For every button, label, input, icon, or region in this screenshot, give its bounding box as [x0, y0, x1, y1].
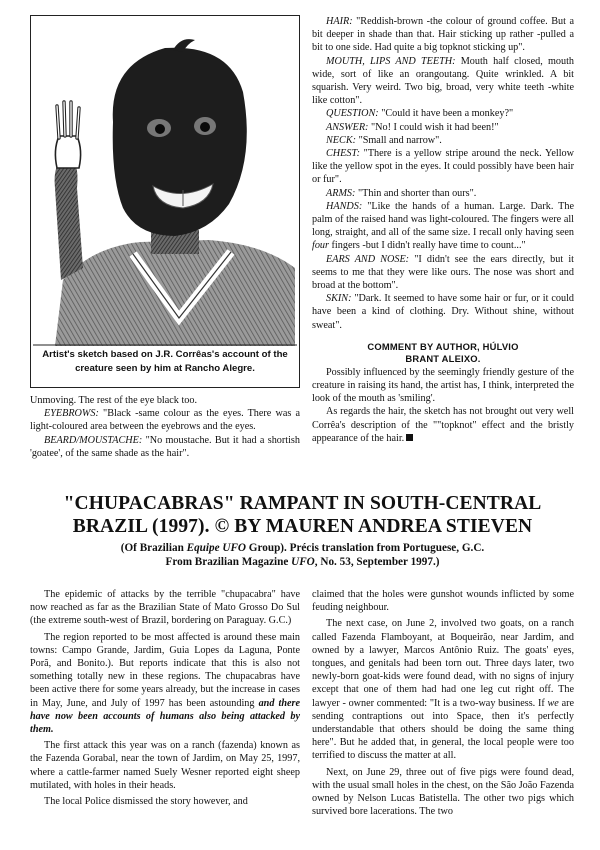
- article-left-column: [30, 588, 300, 808]
- neck-label: NECK:: [326, 134, 357, 146]
- mouth-paragraph: [312, 55, 574, 108]
- subtitle-text: From Brazilian Magazine: [165, 556, 292, 568]
- article-paragraph-2: [30, 631, 300, 737]
- article-title-line-1: "CHUPACABRAS" RAMPANT IN SOUTH-CENTRAL: [63, 493, 542, 514]
- eyebrows-paragraph: [30, 407, 300, 433]
- article-paragraph-1: The epidemic of attacks by the terrible "chupacabra" have now reached as far as the Brazilian State of Mato Grosso Do Sul (the extreme south-west of Brazil, bordering on Paraguay. G.C.): [30, 589, 300, 627]
- chest-paragraph: [312, 147, 574, 187]
- article-paragraph-7: Next, on June 29, three out of five pigs were found dead, with the usual small holes in the chest, on the São João Fazenda owned by Nelson Lucas Batistella. The other two pigs which survived bore lacerations. The two: [312, 766, 574, 818]
- article-subtitle-line-1: [30, 541, 575, 555]
- answer-text: "No! I could wish it had been!": [368, 121, 499, 133]
- article-title: [30, 492, 575, 538]
- chest-text: "There is a yellow stripe around the neck. Yellow like the yellow spot in the eyes. It could possibly have been hair or fur".: [312, 148, 574, 186]
- hair-text: "Reddish-brown -the colour of ground coffee. But a bit deeper in shade than that. Hair sticking up rather -pulled a bit to one side. Had quite a big topknot sticking up".: [312, 16, 574, 54]
- magazine-name: UFO: [291, 556, 315, 568]
- article-paragraph-4: The local Police dismissed the story however, and: [44, 796, 248, 808]
- question-label: QUESTION:: [326, 108, 379, 120]
- hair-paragraph: [312, 15, 574, 55]
- arms-paragraph: [312, 187, 574, 200]
- description-column: [312, 15, 574, 445]
- article-paragraph-2-text: The region reported to be most affected is around these main towns: Campo Grande, Jardim, Guia Lopes da Laguna, Ponte Porã, and Bonito.). But reports indicate that this is also not something totally new in these regions. The chupacabras have been active there for some years already, but the increase in cases in May, June, and July of 1997 has been astounding: [30, 631, 300, 709]
- beard-paragraph: [30, 434, 300, 460]
- ears-label: EARS AND NOSE:: [326, 253, 410, 265]
- group-name: Equipe UFO: [186, 542, 246, 554]
- subtitle-text: Group). Précis translation from Portuguese, G.C.: [246, 542, 485, 554]
- comment-heading-line-2: BRANT ALEIXO.: [405, 353, 481, 365]
- creature-sketch-image: [33, 18, 297, 346]
- article-paragraph-6-text: The next case, on June 2, involved two goats, on a ranch called Fazenda Flamboyant, at Boqueirão, near Jardim, and owned by a lawyer, Marcos Antônio Ruiz. The goats' eyes, tongues, and genitals had been torn out. Three days later, two newly-born goat-kids were found dead, with no signs of injury except that one of them had had one leg cut right off. The lawyer - owner commented: "It is a two-way business. If: [312, 618, 574, 709]
- subtitle-text: , No. 53, September 1997.): [314, 556, 440, 568]
- arms-text: "Thin and shorter than ours".: [355, 187, 477, 199]
- ears-paragraph: [312, 253, 574, 293]
- ears-text: "I didn't see the ears directly, but it seems to me that they were like ours. The nose was short and broad at the bottom".: [312, 253, 574, 292]
- eyebrows-text: "Black -same colour as the eyes. There was a light-coloured area between the eyebrows and the eyes.: [30, 408, 300, 433]
- neck-paragraph: [312, 134, 574, 147]
- hands-text-1: "Like the hands of a human. Large. Dark. The palm of the raised hand was light-coloured. The fingers were all long, straight, and all of the same size. I recall only having seen: [312, 200, 574, 239]
- sketch-figure: [30, 15, 300, 388]
- comment-heading-line-1: COMMENT BY AUTHOR, HÚLVIO: [367, 340, 519, 352]
- article-paragraph-3: The first attack this year was on a ranch (fazenda) known as the Fazenda Gorabal, near the town of Jardim, on May 25, 1997, where a cattle-farmer named Suely Wesner reported eight sheep mutilated, with holes in their heads.: [30, 740, 300, 791]
- mouth-label: MOUTH, LIPS AND TEETH:: [326, 55, 456, 67]
- article-paragraph-6: [312, 617, 574, 762]
- hands-label: HANDS:: [326, 200, 363, 212]
- article-emphasis: and there have now been accounts of humans also being attacked by them.: [30, 697, 300, 736]
- question-text: "Could it have been a monkey?": [378, 108, 514, 120]
- end-of-article-square-icon: [406, 434, 413, 441]
- left-continuation-text: [30, 394, 300, 460]
- beard-label: BEARD/MOUSTACHE:: [44, 434, 143, 446]
- hands-paragraph: [312, 200, 574, 253]
- mouth-text: Mouth half closed, mouth wide, sort of like an orangoutang. Quite wrinkled. A bit squarish. Very weird. Two big, broad, very white teeth -white like cotton".: [312, 55, 574, 107]
- comment-paragraph-2: [312, 405, 574, 445]
- question-paragraph: [312, 107, 574, 120]
- article-paragraph-5: claimed that the holes were gunshot wounds inflicted by some feuding neighbour.: [312, 589, 574, 614]
- comment-paragraph-2-text: As regards the hair, the sketch has not brought out very well Corrêa's description of the ""topknot" effect and the bristly appearance of the hair.: [312, 406, 574, 444]
- skin-paragraph: [312, 292, 574, 332]
- comment-heading: [312, 341, 574, 366]
- article-emphasis: we: [547, 697, 559, 709]
- chest-label: CHEST:: [326, 148, 360, 160]
- eye-continuation-paragraph: Unmoving. The rest of the eye black too.: [30, 395, 198, 406]
- hands-emphasis: four: [312, 240, 329, 252]
- article-subtitle-line-2: [30, 555, 575, 569]
- answer-paragraph: [312, 121, 574, 134]
- neck-text: "Small and narrow".: [356, 134, 442, 146]
- eyebrows-label: EYEBROWS:: [44, 408, 99, 420]
- article-paragraph-6-text: are sending contraptions out into Space, then it's perfectly understandable that others should be doing the same thing here". But he added that, in general, the local people were too terrified to discuss the matter at all.: [312, 697, 574, 762]
- answer-label: ANSWER:: [326, 121, 369, 133]
- figure-caption: Artist's sketch based on J.R. Corrêas's account of the creature seen by him at Rancho Alegre.: [42, 349, 288, 374]
- article-title-line-2: BRAZIL (1997). © BY MAUREN ANDREA STIEVEN: [72, 516, 533, 537]
- skin-text: "Dark. It seemed to have some hair or fur, or it could have been a kind of clothing. Dry. Without shine, without sweat".: [312, 293, 574, 331]
- article-subtitle: [30, 541, 575, 569]
- comment-paragraph-1: Possibly influenced by the seemingly friendly gesture of the creature in raising its hand, the artist has, I think, interpreted the look of the mouth as 'smiling'.: [312, 366, 574, 405]
- subtitle-text: (Of Brazilian: [120, 542, 187, 554]
- hair-label: HAIR:: [326, 16, 353, 27]
- hands-text-2: fingers -but I didn't really have time to count...": [328, 240, 526, 252]
- skin-label: SKIN:: [326, 293, 352, 305]
- arms-label: ARMS:: [326, 187, 356, 199]
- beard-text: "No moustache. But it had a shortish 'goatee', of the same shade as the hair".: [30, 434, 300, 459]
- article-right-column: [312, 588, 574, 818]
